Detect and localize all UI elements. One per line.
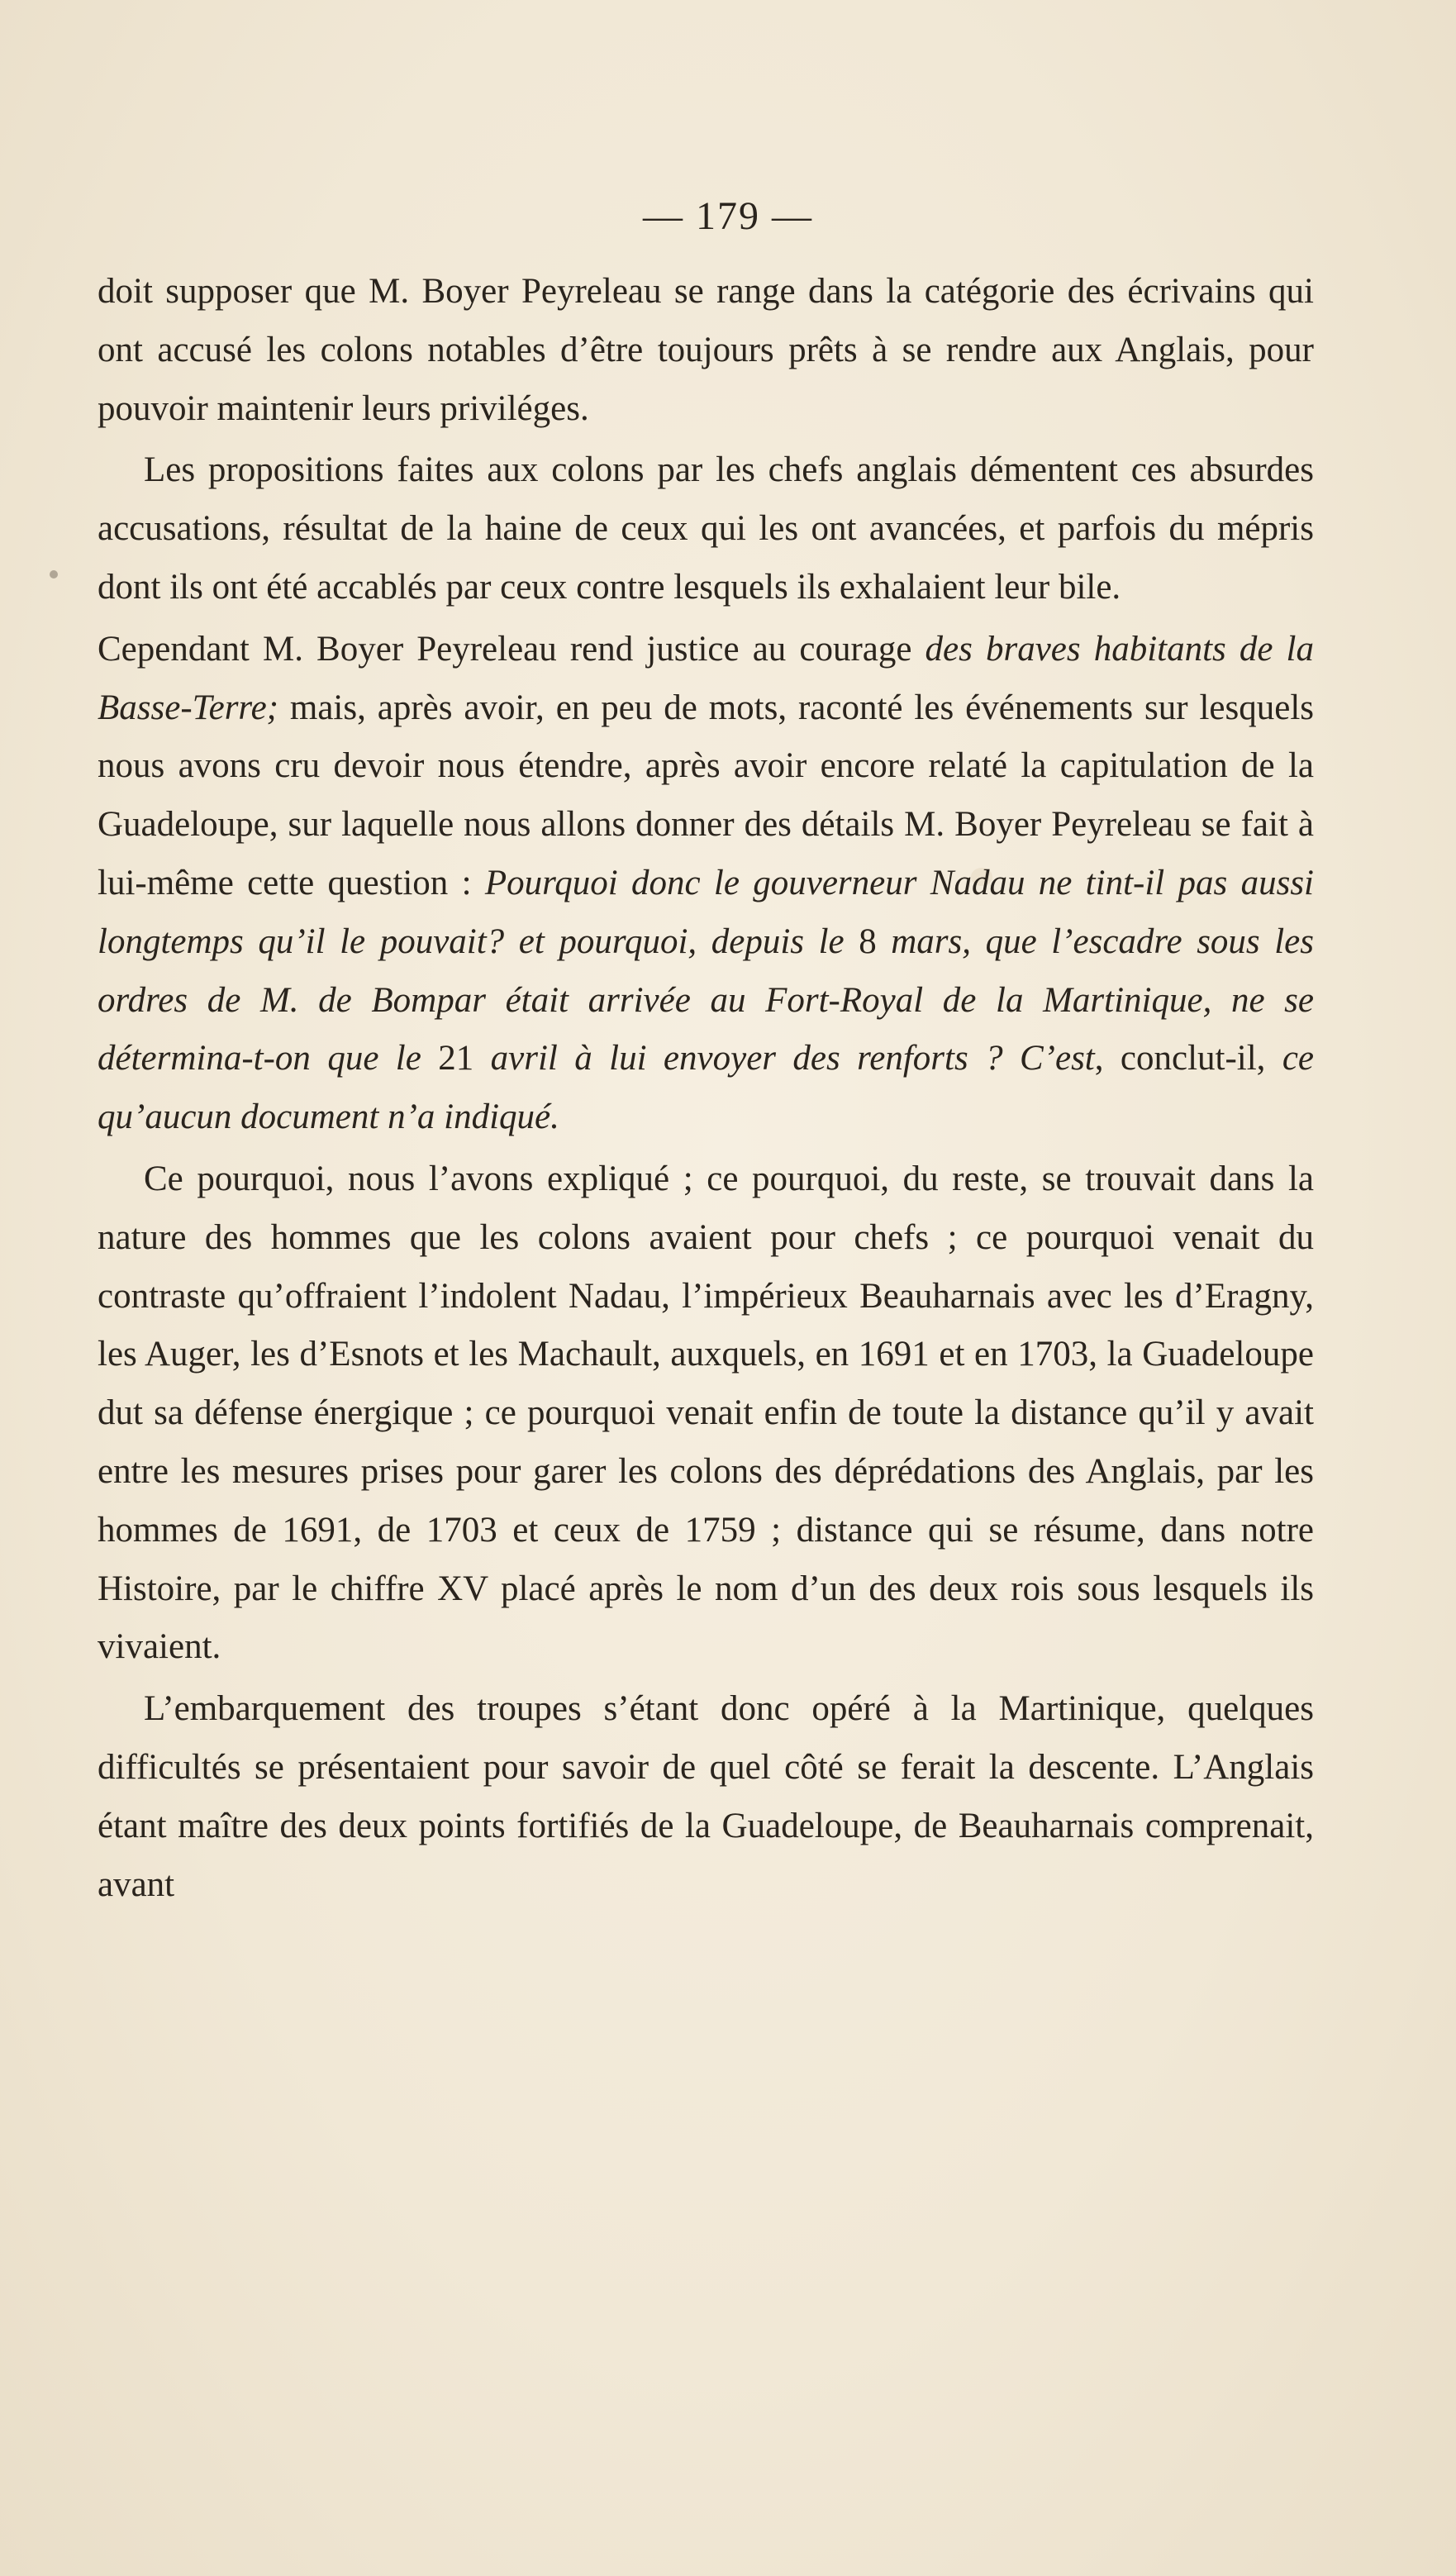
paragraph: [98, 1680, 1314, 1914]
text-run: , conclut-il,: [1094, 1039, 1282, 1078]
italic-text-run: Pourquoi donc le gouverneur Nadau ne tint-il pas aussi longtemps qu’il le pouvait? et pourquoi, depuis le: [98, 863, 1314, 961]
text-run: 8: [859, 921, 877, 961]
paragraph: [98, 263, 1314, 438]
text-run: 21: [438, 1039, 474, 1078]
paragraph: [98, 621, 1314, 1147]
paragraph: [98, 441, 1314, 617]
italic-text-run: mars, que l’escadre sous les ordres de M. de Bompar était arrivée au Fort-Royal de la Martinique, ne se détermina-t-on que le: [98, 921, 1314, 1078]
paper-stain: [50, 570, 58, 579]
page-number: — 179 —: [643, 194, 813, 238]
text-run: mais, après avoir, en peu de mots, raconté les événements sur lesquels nous avons cru devoir nous étendre, après avoir encore relaté la capitulation de la Guadeloupe, sur laquelle nous allons donner des détails M. Boyer Peyreleau se fait à lui-même cette question :: [98, 688, 1314, 902]
text-run: Ce pourquoi, nous l’avons expliqué ; ce pourquoi, du reste, se trouvait dans la nature des hommes que les colons avaient pour chefs ; ce pourquoi venait du contraste qu’offraient l’indolent Nadau, l’impérieux Beauharnais avec les d’Eragny, les Auger, les d’Esnots et les Machault, auxquels, en 1691 et en 1703, la Guadeloupe dut sa défense énergique ; ce pourquoi venait enfin de toute la distance qu’il y avait entre les mesures prises pour garer les colons des déprédations des Anglais, par les hommes de 1691, de 1703 et ceux de 1759 ; distance qui se résume, dans notre Histoire, par le chiffre XV placé après le nom d’un des deux rois sous lesquels ils vivaient.: [98, 1159, 1314, 1667]
italic-text-run: ce qu’aucun document n’a indiqué.: [98, 1039, 1315, 1137]
text-run: doit supposer que M. Boyer Peyreleau se range dans la catégorie des écrivains qui ont accusé les colons notables d’être toujours prêts à se rendre aux Anglais, pour pouvoir maintenir leurs priviléges.: [98, 272, 1314, 428]
paragraph: [98, 1150, 1314, 1677]
body-text: [98, 263, 1314, 1917]
italic-text-run: des braves habitants de la Basse-Terre;: [98, 629, 1314, 727]
italic-text-run: avril à lui envoyer des renforts ? C’est: [473, 1039, 1095, 1078]
text-run: L’embarquement des troupes s’étant donc opéré à la Martinique, quelques difficultés se présentaient pour savoir de quel côté se ferait la descente. L’Anglais étant maître des deux points fortifiés de la Guadeloupe, de Beauharnais comprenait, avant: [98, 1689, 1314, 1904]
text-run: Cependant M. Boyer Peyreleau rend justice au courage: [98, 629, 925, 669]
text-run: Les propositions faites aux colons par les chefs anglais démentent ces absurdes accusations, résultat de la haine de ceux qui les ont avancées, et parfois du mépris dont ils ont été accablés par ceux contre lesquels ils exhalaient leur bile.: [98, 450, 1314, 607]
